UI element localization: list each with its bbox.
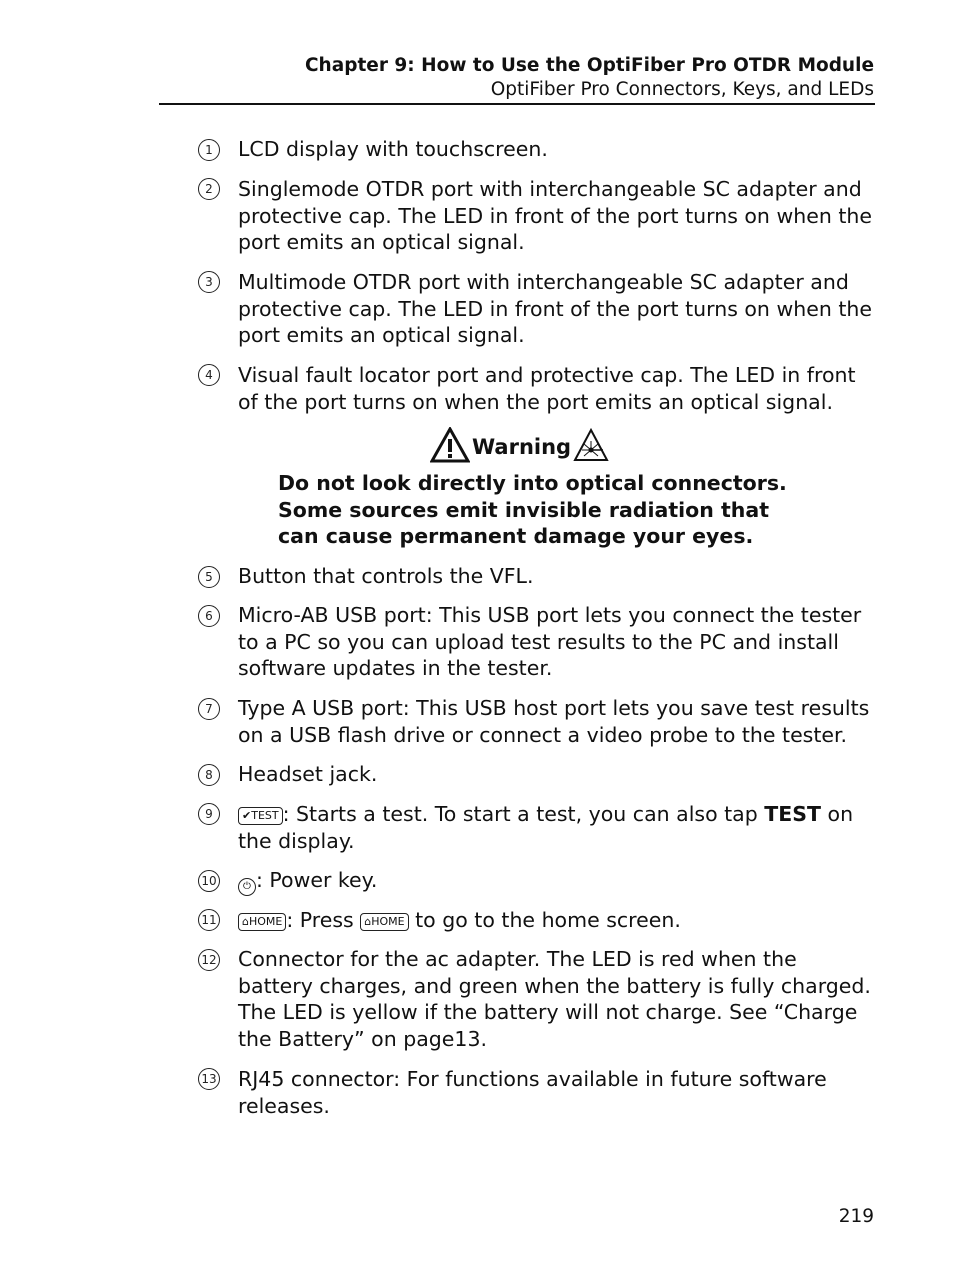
callout-number: 8 (198, 764, 220, 786)
home-key-icon: ⌂HOME (238, 913, 286, 931)
list-item: Micro-AB USB port: This USB port lets you connect the tester to a PC so you can upload test results to the PC and install software updates in the tester. (238, 603, 862, 680)
home-key-icon: ⌂HOME (360, 913, 408, 931)
list-item: Multimode OTDR port with interchangeable SC adapter and protective cap. The LED in front of the port turns on when the port emits an optical signal. (238, 270, 872, 347)
item-text: : Starts a test. To start a test, you can also tap (282, 802, 765, 826)
list-item: Headset jack. (238, 762, 378, 786)
section-title: OptiFiber Pro Connectors, Keys, and LEDs (490, 79, 874, 100)
list-item: Connector for the ac adapter. The LED is red when the battery charges, and green when the battery is fully charged. The LED is yellow if the battery will not charge. See “Charge the Battery” on page13. (238, 947, 871, 1051)
page-header (305, 54, 874, 102)
warning-text: Do not look directly into optical connectors. Some sources emit invisible radiation that can cause permanent damage your eyes. (278, 471, 787, 548)
callout-number: 6 (198, 605, 220, 627)
warning-heading (430, 428, 609, 466)
callout-number: 7 (198, 698, 220, 720)
callout-number: 5 (198, 566, 220, 588)
warning-triangle-icon (430, 427, 470, 467)
callout-number: 11 (198, 909, 220, 931)
list-item (238, 907, 878, 934)
test-key-icon: ✔TEST (238, 807, 283, 825)
callout-number: 12 (198, 949, 220, 971)
callout-number: 2 (198, 178, 220, 200)
header-rule (159, 103, 875, 105)
list-item: Button that controls the VFL. (238, 564, 534, 588)
callout-number: 4 (198, 364, 220, 386)
page-number: 219 (838, 1206, 874, 1227)
list-item: Singlemode OTDR port with interchangeable SC adapter and protective cap. The LED in front of the port turns on when the port emits an optical signal. (238, 177, 872, 254)
list-item (238, 867, 878, 896)
power-key-icon: ⏻ (238, 878, 256, 896)
warning-title: Warning (472, 435, 572, 459)
laser-hazard-icon (573, 428, 609, 466)
list-item: RJ45 connector: For functions available in future software releases. (238, 1067, 827, 1118)
list-item (238, 801, 878, 854)
test-label: TEST (764, 802, 822, 826)
item-text: : Press (286, 908, 361, 932)
callout-number: 1 (198, 139, 220, 161)
item-text: on the display. (238, 802, 854, 853)
list-item: Visual fault locator port and protective cap. The LED in front of the port turns on when the port emits an optical signal. (238, 363, 856, 414)
callout-number: 10 (198, 870, 220, 892)
list-item: Type A USB port: This USB host port lets you save test results on a USB flash drive or connect a video probe to the tester. (238, 696, 870, 747)
home-key-label: HOME (248, 915, 283, 928)
home-key-label: HOME (371, 915, 405, 928)
item-text: to go to the home screen. (408, 908, 681, 932)
chapter-title: Chapter 9: How to Use the OptiFiber Pro OTDR Module (304, 55, 874, 76)
test-key-label: TEST (251, 809, 279, 822)
item-text: : Power key. (256, 868, 378, 892)
callout-number: 13 (198, 1068, 220, 1090)
callout-number: 9 (198, 803, 220, 825)
list-item: LCD display with touchscreen. (238, 137, 548, 161)
callout-number: 3 (198, 271, 220, 293)
